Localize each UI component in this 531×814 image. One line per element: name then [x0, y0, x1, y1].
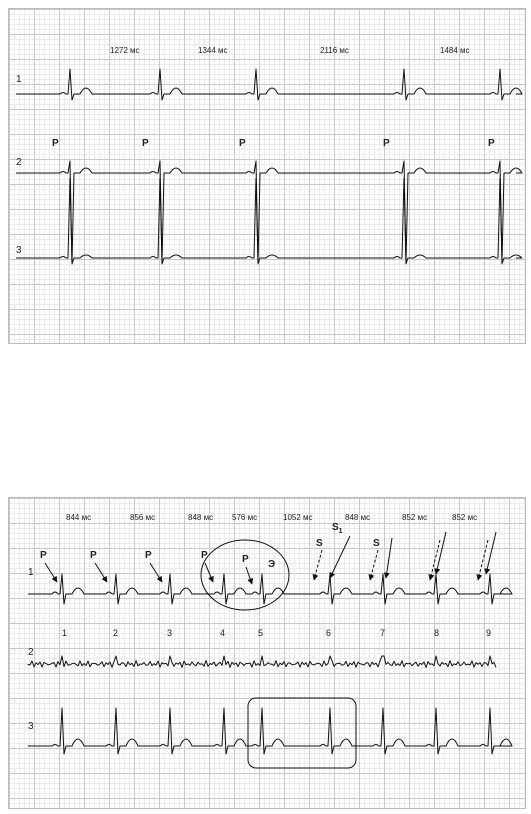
- beat-number: 1: [62, 628, 68, 638]
- interval-label: 848 мс: [188, 513, 214, 522]
- p-wave-arrow: [45, 563, 57, 582]
- lead-label-3: 3: [16, 245, 22, 256]
- s-arrow: [486, 532, 496, 574]
- interval-label: 2116 мс: [320, 46, 349, 55]
- s1-label: $S_1$: [332, 522, 343, 535]
- interval-label: 1344 мс: [198, 46, 228, 55]
- beat-number: 6: [326, 628, 332, 638]
- s-arrow: [314, 550, 322, 580]
- beat-number: 9: [486, 628, 492, 638]
- p-wave-arrow: [246, 567, 252, 584]
- interval-label: 1484 мс: [440, 46, 470, 55]
- p-wave-label: P: [201, 550, 208, 561]
- p-wave-label: P: [90, 550, 97, 561]
- ecg-trace-lead-2: [16, 161, 522, 263]
- interval-label: 856 мс: [130, 513, 156, 522]
- s-label: S: [373, 538, 380, 549]
- interval-label: 576 мс: [232, 513, 258, 522]
- lead-label-2: 2: [16, 157, 22, 168]
- s-arrow: [430, 540, 440, 580]
- beat-number: 3: [167, 628, 173, 638]
- ecg-trace-lead-3: [16, 178, 522, 264]
- ecg-trace-lead-1: [28, 574, 512, 604]
- interval-label: 844 мс: [66, 513, 92, 522]
- p-wave-arrow: [95, 563, 107, 582]
- lead-label-1: 1: [28, 567, 34, 578]
- s-label: S: [316, 538, 323, 549]
- p-wave-arrow: [150, 563, 162, 582]
- ecg-trace-lead-1: [16, 69, 522, 100]
- interval-label: 1272 мс: [110, 46, 140, 55]
- beat-number: 2: [113, 628, 119, 638]
- beat-number: 7: [380, 628, 386, 638]
- s1-arrow: [330, 536, 350, 578]
- s-arrow: [436, 532, 446, 574]
- p-wave-arrow: [205, 563, 213, 582]
- highlight-box: [248, 698, 356, 768]
- p-wave-label: P: [52, 138, 59, 149]
- beat-number: 8: [434, 628, 440, 638]
- extrasystole-label: Э: [268, 559, 276, 570]
- p-wave-label: P: [142, 138, 149, 149]
- lead-label-1: 1: [16, 74, 22, 85]
- interval-label: 848 мс: [345, 513, 371, 522]
- p-wave-label: P: [145, 550, 152, 561]
- lead-label-3: 3: [28, 721, 34, 732]
- beat-number: 5: [258, 628, 264, 638]
- ecg-trace-lead-3: [28, 708, 512, 754]
- s-arrow: [370, 550, 378, 580]
- interval-label: 852 мс: [452, 513, 478, 522]
- p-wave-label: P: [40, 550, 47, 561]
- ecg-trace-lead-2: [28, 656, 496, 668]
- interval-label: 852 мс: [402, 513, 428, 522]
- s-arrow: [386, 538, 392, 578]
- p-wave-label: P: [239, 138, 246, 149]
- lead-label-2: 2: [28, 647, 34, 658]
- beat-number: 4: [220, 628, 226, 638]
- extrasystole-circle: [201, 540, 289, 610]
- p-wave-label: P: [383, 138, 390, 149]
- p-wave-label: P: [242, 554, 249, 565]
- p-wave-label: P: [488, 138, 495, 149]
- interval-label: 1052 мс: [283, 513, 313, 522]
